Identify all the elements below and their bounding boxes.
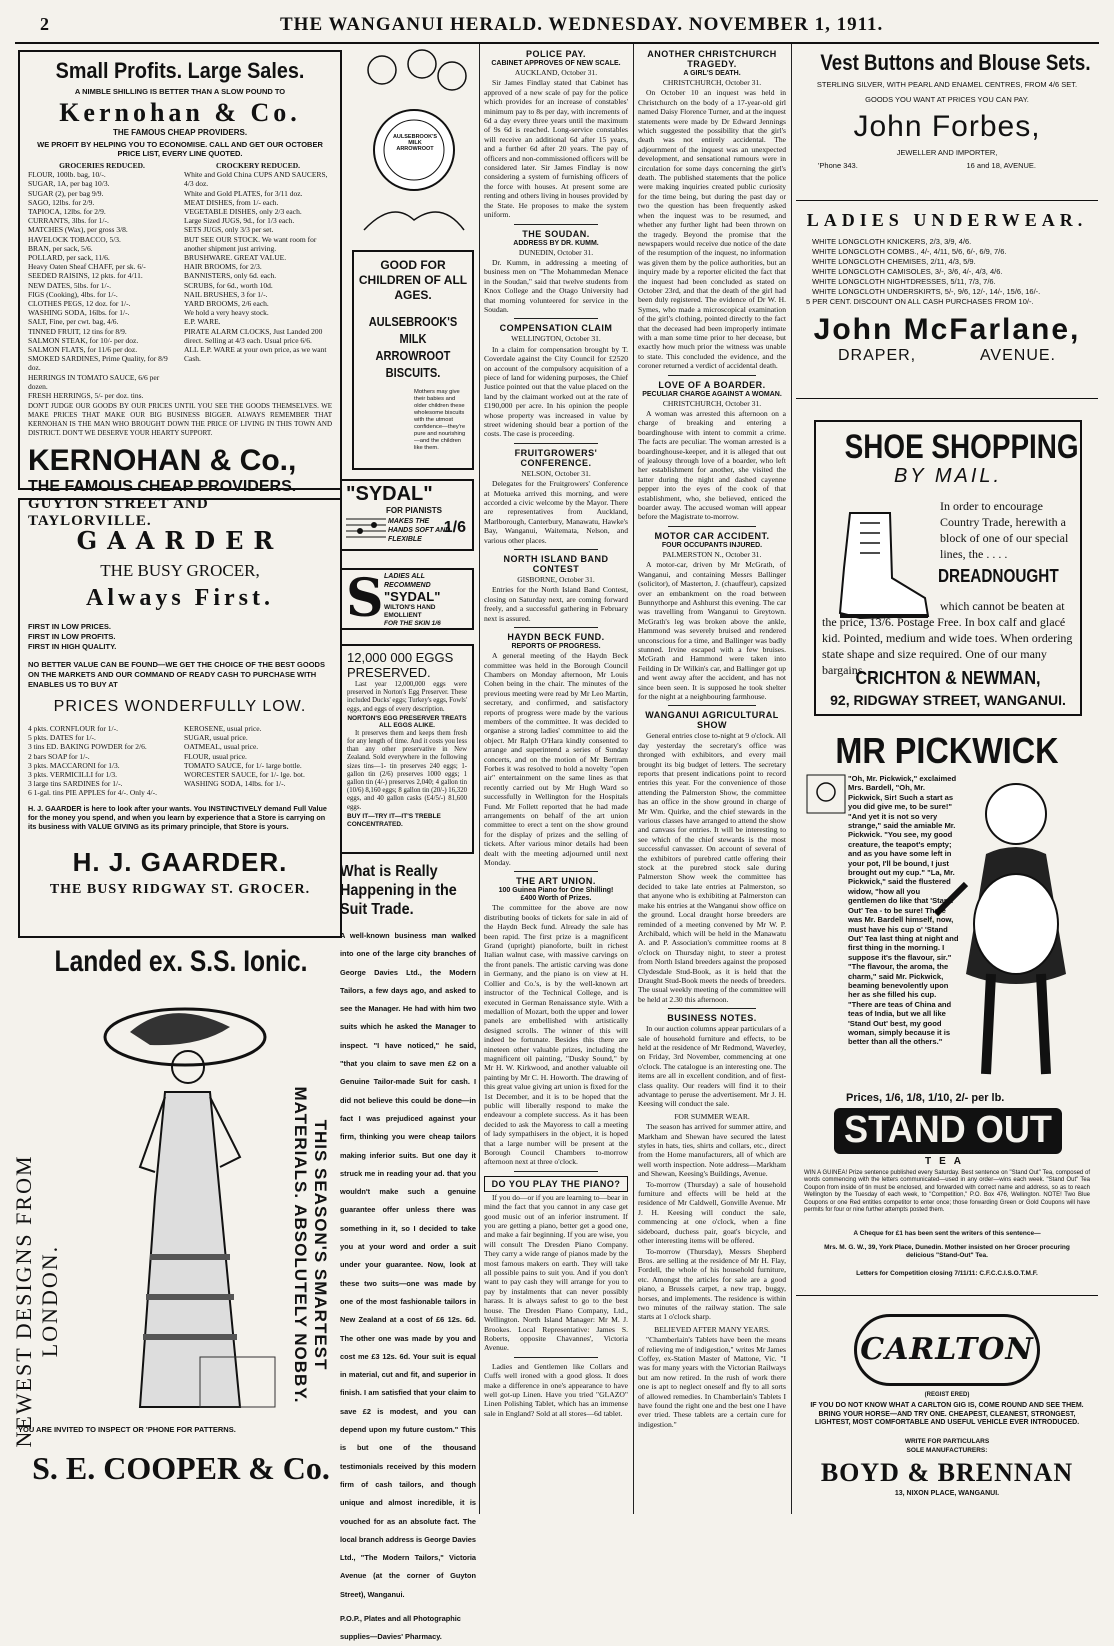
gaarder-price-item: FLOUR, usual price. <box>184 751 247 761</box>
grocery-price-item: CURRANTS, 3lbs. for 1/-. <box>28 216 109 226</box>
believed-body: "Chamberlain's Tablets have been the means of relieving me of indigestion," writes Mr James Coffey, ex-Station Master of Mattone, Vic. "I was for many years with the Victorian Railways but am now retired. In the rush of work there one is apt to neglect oneself and fly to all sorts of allowed remedies. In Chamberlain's Tablets I have found the right one and the best one I have ever tried. These tablets are a certain cure for indigestion." <box>638 1335 786 1429</box>
grocery-price-item: FIGS (Cooking), 4lbs. for 1/-. <box>28 289 118 299</box>
art-union-body: The committee for the above are now distributing books of tickets for sale in aid of the Haydn Beck fund. Already the sale has been rapid. The first prize is a magnificent Grand (upright) pianoforte, built in richest Italian walnut case, with massive carvings on the front panels. The artistic carving was done in Germany, and the piano is on view at H. Collier and Co.'s, is by the well-known art instructor of the Technical College, and is executed in German Renaissance style. With a medallion of Mozart, both the upper and lower panels are embellished with artistically designed scrolls. The winner of this will indeed be fortunate. Besides this there are nineteen other valuable prizes, including the magnificent oil painting, "Dusky Sound," by Mr H. W. Kirkwood, and another valuable oil painting by Mr C. H. Howorth. The drawing of this great value giving art union is fixed for the 1st December, and it is to be hoped that the public will liberally respond to make the endeavour a complete success. As it has been decided to ask the Mayoress to call a meeting of lady sympathisers in the object, it is hoped that a large number will be present at the Borough Council Chambers to-morrow afternoon next at three o'clock. <box>484 903 628 1167</box>
grocery-price-item: FLOUR, 100lb. bag, 10/-. <box>28 170 106 180</box>
babies-with-biscuit-jar <box>352 50 474 260</box>
business-notes-heading: BUSINESS NOTES. <box>667 1013 757 1024</box>
grocery-price-item: MATCHES (Wax), per gross 3/8. <box>28 225 128 235</box>
art-union-sub: 100 Guinea Piano for One Shilling! <box>498 887 614 895</box>
kernohan-footer-name: KERNOHAN & Co., <box>28 444 297 478</box>
mcfarlane-discount: 5 PER CENT. DISCOUNT ON ALL CASH PURCHASES FROM 10/-. <box>806 297 1034 306</box>
kernohan-name: Kernohan & Co. <box>59 98 301 127</box>
compensation-body: In a claim for compensation brought by T. Coverdale against the City Council for £2520 on account of the compulsory acquisition of a piece of land for widening purposes, the Chief Justice pointed out that the value placed on the land by the claimant worked out at the rate of £190,000 per acre. In his opinion the people whose property was increased in value by street widening should bear a portion of the costs. The case is proceeding. <box>484 344 628 439</box>
groceries-list <box>28 161 176 400</box>
gaarder-price-item: 6 1-gal. tins PIE APPLES for 4/-. Only 4/-. <box>28 788 157 798</box>
grocery-price-item: WASHING SODA, 16lbs. for 1/-. <box>28 308 130 318</box>
stand-out-winner: Mrs. M. G. W., 39, York Place, Dunedin. Mother insisted on her Grocer procuring delicious "Stand-Out" Tea. <box>824 1244 1070 1259</box>
police-pay-dateline: AUCKLAND, October 31. <box>514 68 598 77</box>
mcfarlane-address: AVENUE. <box>979 347 1056 364</box>
grocery-price-item: CLOTHES PEGS, 12 doz. for 1/-. <box>28 299 131 309</box>
eggs-headline: 12,000 000 EGGS PRESERVED. <box>347 650 454 680</box>
cooper-invite: YOU ARE INVITED TO INSPECT OR 'PHONE FOR PATTERNS. <box>18 1425 236 1434</box>
gaarder-price-item: 3 tins ED. BAKING POWDER for 2/6. <box>28 742 147 752</box>
soudan-sub: ADDRESS BY DR. KUMM. <box>513 239 599 247</box>
carlton-logo-oval <box>854 1314 1040 1386</box>
gaarder-sub: THE BUSY GROCER, <box>100 561 260 580</box>
haydn-beck-sub: REPORTS OF PROGRESS. <box>511 643 601 651</box>
band-contest-heading: NORTH ISLAND BAND CONTEST <box>503 554 609 575</box>
crockery-price-item: YARD BROOMS, 2/6 each. <box>184 299 269 309</box>
collar-body: Ladies and Gentlemen like Collars and Cuffs well ironed with a good gloss. It does make a difference in one's appearance to have well got-up Linen. Have you tried "GLAZO" Linen Polishing Tablet, which has an immense sale in England? Sold at all stores—6d tablet. <box>484 1361 628 1418</box>
motor-car-sub: FOUR OCCUPANTS INJURED. <box>661 541 763 549</box>
piano-body: If you do—or if you are learning to—bear in mind the fact that you cannot in any case get good music out of an inferior instrument. If you are getting a piano, better get a good one, and make a fair beginning. If you are wise, you will consult The Dresden Piano Company. They carry a wide range of pianos made by the most famous makers on earth. They will take all possible pains to suit you. And if you don't want to pay cash they will arrange for you to pay by instalments that can never possibly harass. It is always safest to go to the best house. The Dresden Piano Company, Ltd., Wellington. North Island Manager: Mr M. J. Brookes. Local Representative: James S. Roberts, opposite Chavannes', Victoria Avenue. <box>484 1192 628 1353</box>
sydal2-top: LADIES ALL RECOMMEND <box>384 573 431 589</box>
crockery-price-item: NAIL BRUSHES, 3 for 1/-. <box>184 289 268 299</box>
sydal-brand: "SYDAL" <box>346 483 433 505</box>
christchurch-tragedy-dateline: CHRISTCHURCH, October 31. <box>662 78 762 87</box>
gaarder-price-item: WASHING SODA, 14lbs. for 1/-. <box>184 779 286 789</box>
shoe-sub: BY MAIL. <box>893 465 1003 487</box>
grocery-price-item: SALT, Fine, per cwt. bag, 4/6. <box>28 317 119 327</box>
pickwick-quote: "Oh, Mr. Pickwick," exclaimed Mrs. Bardell, "Oh, Mr. Pickwick, Sir! Such a start as you did give me, to be sure!" "And yet it is not so very strange," said the amiable Mr. Pickwick. "You see, my good creature, the teapot's empty; and as you have some left in your pot, I'll be bound, I just brought out my cup." "La, Mr. Pickwick," said the flustered widow, "how all you gentlemen do like that 'Stand Out' Tea - to be sure! There was Mr. Bardell himself, now, must have his cup o' 'Stand Out' Tea last thing at night and first thing in the morning. I suppose it's the flavour, sir." "The flavour, the aroma, the charm," said Mr. Pickwick, beaming benevolently upon her as she filled his cup. "There are teas of China and teas of India, but we all like 'Stand Out' best, my good woman, simply because it is better than all the others." <box>848 774 959 1047</box>
column-rule <box>791 44 792 1514</box>
grocery-price-item: POLLARD, per sack, 11/6. <box>28 253 110 263</box>
cooper-right-vertical-wrap <box>280 1045 340 1445</box>
eggs-buy: BUY IT—TRY IT—IT'S TREBLE CONCENTRATED. <box>347 812 441 828</box>
haydn-beck-body: A general meeting of the Haydn Beck committee was held in the Borough Council Chambers on Monday afternoon, Mr Louis Cohen being in the chair. The minutes of the previous meeting were read by Mr Leo Martin, secretary, and confirmed, and satisfactory reports of progress were made by the various members of the committee. It was decided to organise a strong ladies' committee to aid the object. Mr Ralph O'Hara kindly consented to arrange and superintend a series of Sunday concerts, and on the motion of Mr Bertram Forbes it was resolved to hold a novelty "open air" entertainment on the same lines as that recently carried out by Mr Hugh Ward so successfully in Wellington for the Hospitals Fund. Mr Follett reported that he had made arrangements on behalf of the art union committee to erect a tent on the show ground for the display of prizes and the selling of tickets. After various minor details had been dealt with the meeting adjourned until next Monday. <box>484 651 628 868</box>
police-pay-body: Sir James Findlay stated that Cabinet has approved of a new scale of pay for the police which provides for an increase of constables' minimum pay to 8s per day, with increments of 6d a day every three years until the maximum of 9s 6d is reached. Long-service constables will receive an additional 6d after 15 years, and a further 6d after 20 years. The pay of officers and non-commissioned officers will be considered later. Sir James Findlay is now considering a system of furnishing officers of the force with houses. At present some are renting and others living in houses provided by the State. He proposes to make the system uniform. <box>484 78 628 220</box>
believed-heading: BELIEVED AFTER MANY YEARS. <box>654 1324 770 1334</box>
column-rule <box>633 44 634 1514</box>
christchurch-tragedy-sub: A GIRL'S DEATH. <box>683 70 741 77</box>
mrs-bardell-portrait <box>806 774 846 814</box>
shoe-intro: In order to encourage Country Trade, herewith a block of one of our special lines, the . . . . <box>940 499 1069 561</box>
underwear-price-item: WHITE LONGCLOTH CAMISOLES, 3/-, 3/6, 4/-, 4/3, 4/6. <box>812 267 1003 276</box>
carlton-address: 13, NIXON PLACE, WANGANUI. <box>894 1490 1000 1497</box>
crockery-price-item: SETS JUGS, only 3/3 per set. <box>184 225 274 235</box>
soudan-heading: THE SOUDAN. <box>522 228 590 239</box>
shoe-dreadnought: DREADNOUGHT <box>938 566 1059 586</box>
sydal-pianists-advert <box>340 479 474 551</box>
aulsebrook-good: GOOD FOR CHILDREN OF ALL AGES. <box>358 258 468 302</box>
forbes-address: 16 and 18, AVENUE. <box>966 161 1036 170</box>
grocery-price-item: BRAN, per sack, 5/6. <box>28 243 93 253</box>
shoe-description: which cannot be beaten at the price, 13/6. Postage Free. In box calf and glacé kid. Pointed, medium and wide toes. When ordering state shape and size required. One of our many bargains. <box>822 599 1073 677</box>
kernohan-closing: DON'T JUDGE OUR GOODS BY OUR PRICES UNTIL YOU SEE THE GOODS THEMSELVES. WE MAKE PRICES THAT MAKE OUR BIG BUSINESS BIGGER. ALWAYS REMEMBER THAT KERNOHAN IS THE MAN WHO BROUGHT DOWN THE PRICE OF LIVING IN THIS TOWN AND DISTRICT. DON'T WE DESERVE YOUR HEARTY SUPPORT. <box>28 402 332 438</box>
column-rule <box>479 44 480 1514</box>
christchurch-tragedy-heading: ANOTHER CHRISTCHURCH TRAGEDY. <box>647 49 777 69</box>
gaarder-footer-sub: THE BUSY RIDGWAY ST. GROCER. <box>49 881 311 897</box>
gaarder-paragraph: H. J. GAARDER is here to look after your wants. You INSTINCTIVELY demand Full Value for the money you spend, and when you learn by experience that a Store is carrying on its business with VALUE GIVING as its primary principle, that Store is yours. <box>28 803 327 831</box>
gaarder-intro: NO BETTER VALUE CAN BE FOUND—WE GET THE CHOICE OF THE BEST GOODS ON THE MARKETS AND OUR COMMAND OF READY CASH TO PURCHASE WITH ENABLES US TO BUY AT <box>28 660 325 689</box>
page-number: 2 <box>40 14 49 34</box>
mcfarlane-advert <box>798 204 1096 394</box>
boarder-body: A woman was arrested this afternoon on a charge of breaking and entering a boardinghouse with intent to commit a crime. The facts are peculiar. The woman arrested is a boardinghouse-keeper, and it is alleged that out of jealousy through love of a boarder, who left her establishment for another, she visited the latter during the night and dashed cayenne pepper into the eyes of the cook of that establishment, who, she believed, enticed the boarder away. The accused woman will appear before the Magistrate to-morrow. <box>638 409 786 522</box>
music-staff-icon <box>346 515 386 543</box>
boarder-heading: LOVE OF A BOARDER. <box>658 379 766 390</box>
gaarder-first-item: FIRST IN HIGH QUALITY. <box>28 642 117 651</box>
underwear-price-item: WHITE LONGCLOTH UNDERSKIRTS, 5/-, 9/6, 12/-, 14/-, 15/6, 16/-. <box>812 287 1041 296</box>
aulsebrook-brand: AULSEBROOK'S MILK ARROWROOT BISCUITS. <box>368 314 458 380</box>
grocery-price-item: NEW DATES, 5lbs. for 1/-. <box>28 280 111 290</box>
gaarder-firsts <box>28 622 332 652</box>
gaarder-price-item: 5 pkts. DATES for 1/-. <box>28 733 96 743</box>
crockery-price-item: VEGETABLE DISHES, only 2/3 each. <box>184 207 302 217</box>
gaarder-low-prices: PRICES WONDERFULLY LOW. <box>53 698 307 715</box>
sydal2-for: FOR THE SKIN 1/6 <box>384 620 441 627</box>
stand-out-brand: STAND OUT <box>844 1109 1052 1151</box>
grocery-price-item: SAGO, 12lbs. for 2/9. <box>28 197 95 207</box>
motor-car-dateline: PALMERSTON N., October 31. <box>662 549 762 559</box>
mcfarlane-trade: DRAPER, <box>838 347 917 364</box>
grocery-price-item: HAVELOCK TOBACCO, 5/3. <box>28 234 121 244</box>
cooper-left-vertical-wrap <box>11 1154 62 1448</box>
crockery-price-item: HAIR BROOMS, for 2/3. <box>184 262 262 272</box>
forbes-name: John Forbes, <box>853 110 1041 143</box>
aulsebrook-jar-label: AULSEBROOK'S MILK ARROWROOT <box>392 134 438 152</box>
kernohan-slogan: A NIMBLE SHILLING IS BETTER THAN A SLOW POUND TO <box>74 87 286 96</box>
masthead-bar <box>0 0 1114 44</box>
underwear-price-item: WHITE LONGCLOTH KNICKERS, 2/3, 3/9, 4/6. <box>812 237 972 246</box>
shoe-shopping-advert <box>814 420 1082 716</box>
crockery-price-item: BRUSHWARE. GREAT VALUE. <box>184 253 287 263</box>
gaarder-price-item: KEROSENE, usual price. <box>184 724 262 733</box>
kernohan-headline: Small Profits. Large Sales. <box>55 58 305 83</box>
crockery-price-item: E.P. WARE. <box>184 317 221 327</box>
suit-trade-advert <box>340 862 476 1641</box>
forbes-advert <box>798 50 1096 200</box>
aulsebrook-text-panel <box>352 250 474 470</box>
grocery-price-item: Heavy Oaten Sheaf CHAFF, per sk. 6/- <box>28 262 146 272</box>
gaarder-price-item: TOMATO SAUCE, for 1/- large bottle. <box>184 760 302 770</box>
business-notes-body: In our auction columns appear particulars of a sale of household furniture and effects, to be held at the residence of Mr Redmond, Waverley, on Friday, 3rd November, commencing at one o'clock. The catalogue is an interesting one. The items are all in excellent condition, and of first-class quality. Our readers will find it to their advantage to peruse the advertisement. Mr J. H. Keesing will conduct the sale. <box>638 1024 786 1109</box>
crockery-price-item: MEAT DISHES, from 1/- each. <box>184 197 279 207</box>
eggs-advert <box>340 644 474 854</box>
sydal-for-pianists: FOR PIANISTS <box>386 506 443 515</box>
forbes-trade: JEWELLER AND IMPORTER, <box>896 148 998 157</box>
stand-out-tea: TEA <box>925 1156 969 1167</box>
crockery-price-item: We hold a very heavy stock. <box>184 308 269 318</box>
underwear-price-item: WHITE LONGCLOTH CHEMISES, 2/11, 4/3, 5/9. <box>812 257 976 266</box>
forbes-line1: STERLING SILVER, WITH PEARL AND ENAMEL CENTRES, FROM 4/6 SET. <box>816 80 1078 89</box>
summer-wear-body: The season has arrived for summer attire, and Markham and Shewan have secured the latest styles in hats, ties, shirts and collars, etc., direct from the Home manufacturers, all of which are well worth inspection. Note address—Markham and Shewan, Keesing's Buildings, Avenue. <box>638 1122 786 1179</box>
art-union-heading: THE ART UNION. <box>516 876 596 887</box>
news-column-3 <box>484 46 628 1510</box>
gaarder-price-item: 3 pkts. VERMICILLI for 1/3. <box>28 770 118 780</box>
mcfarlane-name: John McFarlane, <box>813 313 1081 346</box>
grocery-price-item: SALMON FLATS, for 11/6 per doz. <box>28 345 138 355</box>
crockery-price-item: ALL E.P. WARE at your own price, as we want Cash. <box>184 345 327 364</box>
pickwick-prices: Prices, 1/6, 1/8, 1/10, 2/- per lb. <box>846 1092 1005 1104</box>
kernohan-footer-address: GUYTON STREET AND TAYLORVILLE. <box>28 496 209 530</box>
crockery-price-item: BUT SEE OUR STOCK. We want room for another shipment just arriving. <box>184 234 317 253</box>
gaarder-first-item: FIRST IN LOW PRICES. <box>28 622 111 631</box>
aulsebrook-note: Mothers may give their babies and older children these wholesome biscuits with the utmost confidence—they're pure and nourishing —and the children like them. <box>414 389 466 451</box>
cooper-left-vertical: NEWEST DESIGNS FROM LONDON. <box>11 1154 62 1448</box>
grocery-price-item: SALMON STEAK, for 10/- per doz. <box>28 335 139 345</box>
crockery-price-item: PIRATE ALARM CLOCKS, Just Landed 200 direct. Selling at 4/3 each. Usual price 6/6. <box>184 326 323 345</box>
gaarder-price-columns <box>28 724 332 798</box>
underwear-price-item: WHITE LONGCLOTH COMBS., 4/-, 4/11, 5/6, 6/-, 6/9, 7/6. <box>812 247 1007 256</box>
crockery-price-item: BANNISTERS, only 6d. each. <box>184 271 277 281</box>
grocery-price-item: SUGAR (2), per bag 9/9. <box>28 188 104 198</box>
fruitgrowers-dateline: NELSON, October 31. <box>521 468 591 478</box>
crockery-heading: CROCKERY REDUCED. <box>215 161 301 170</box>
shoe-address: 92, RIDGWAY STREET, WANGANUI. <box>830 692 1066 708</box>
shoe-headline: SHOE SHOPPING <box>844 428 1079 466</box>
groceries-heading: GROCERIES REDUCED. <box>59 161 145 170</box>
kernohan-price-columns <box>28 161 332 400</box>
sydal-tagline: MAKES THE HANDS SOFT AND FLEXIBLE <box>388 518 451 543</box>
grocery-price-item: HERRINGS IN TOMATO SAUCE, 6/6 per dozen. <box>28 372 160 391</box>
grocery-price-item: SUGAR, 1A, per bag 10/3. <box>28 179 110 189</box>
gaarder-footer: H. J. GAARDER. <box>72 846 288 877</box>
stand-out-cheque: A Cheque for £1 has been sent the writers of this sentence— <box>853 1230 1041 1237</box>
carlton-advert <box>798 1310 1096 1510</box>
forbes-line2: GOODS YOU WANT AT PRICES YOU CAN PAY. <box>865 95 1029 104</box>
police-pay-heading: POLICE PAY. <box>525 49 587 59</box>
sydal-big-s-icon: S <box>346 568 384 629</box>
kernohan-policy: WE PROFIT BY HELPING YOU TO ECONOMISE. CALL AND GET OUR OCTOBER PRICE LIST, EVERY LINE QUOTED. <box>37 140 323 158</box>
carlton-registered: (REGIST ERED) <box>924 1392 970 1398</box>
piano-heading: DO YOU PLAY THE PIANO? <box>484 1176 628 1192</box>
sydal-ladies-advert <box>340 568 474 630</box>
eggs-para-1: Last year 12,000,000 eggs were preserved in Norton's Egg Preserver. These included Ducks' eggs; Turkey's eggs, Fowls' eggs, and eggs of every description. <box>347 681 467 713</box>
tomorrow-sale-body: To-morrow (Thursday) a sale of household furniture and effects will be held at the residence of Mr Caldwell, Gonville Avenue. Mr J. H. Keesing will conduct the sale, commencing at one o'clock, when a fine sideboard, duchess pair, goat's bicycle, and other interesting items will be offered. <box>638 1179 786 1246</box>
summer-wear-heading: FOR SUMMER WEAR. <box>674 1111 750 1121</box>
cooper-right-vertical: THIS SEASON'S SMARTEST MATERIALS. ABSOLUTELY NOBBY. <box>291 1086 330 1404</box>
gaarder-advert <box>18 498 342 938</box>
grocery-price-item: TINNED FRUIT, 12 tins for 8/9. <box>28 326 127 336</box>
compensation-heading: COMPENSATION CLAIM <box>499 323 613 334</box>
stand-out-letters: Letters for Competition closing 7/11/11: C.F.C.C.I.S.O.T.M.F. <box>856 1270 1038 1277</box>
eggs-para-2: It preserves them and keeps them fresh for any length of time. And it costs you less than any other preservative in New Zealand. Sold everywhere in the following sizes tins—1- tin preserves 240 eggs; 1-gallon tin (2/6) preserves 1000 eggs; 1 gallon tin (4/-) preserves 2,040; 4 gallon tin (10/6) 8,160 eggs; 8 gallon tin (20/-) 16,320 eggs, and 40 gallon casks (£4/5/-) 81,600 eggs. <box>347 729 467 811</box>
stand-out-competition: WIN A GUINEA! Prize sentence published every Saturday. Best sentence on "Stand Out" Tea, composed of words commencing with the letters communicated—used in any order—wins each week. "Stand Out" Tea Coupon from inside of tin must be enclosed, and forwarded with correct name and address, so as to reach Wellington by the Tuesday of each week, to "Competition," P.O. Box 476, Wellington. NOTE! Two Blue Coupons or one Red entitles competitor to enter once; those forwarding Green or Gold Coupons will have permits for four or nine further attempts posted them. <box>804 1170 1090 1214</box>
tomorrow-sale-2-body: To-morrow (Thursday), Messrs Shepherd Bros. are selling at the residence of Mr H. Flay, Fordell, the whole of his household furniture, etc. Amongst the articles for sale are a good piano, a Brussels carpet, a new trap, buggy, horses, and implements. The residence is within two minutes of the railway station. The sale starts at 1 o'clock sharp. <box>638 1246 786 1322</box>
motor-car-heading: MOTOR CAR ACCIDENT. <box>654 530 770 541</box>
haydn-beck-heading: HAYDN BECK FUND. <box>507 632 605 643</box>
mr-pickwick-illustration <box>936 774 1096 1084</box>
agricultural-show-heading: WANGANUI AGRICULTURAL SHOW <box>645 710 779 731</box>
compensation-dateline: WELLINGTON, October 31. <box>511 334 601 344</box>
sydal2-brand: "SYDAL" <box>384 589 441 604</box>
sydal2-sub: WILTON'S HAND EMOLLIENT <box>384 604 436 619</box>
suit-body: A well-known business man walked into one of the large city branches of George Davies Ltd., the Modern Tailors, a few days ago, and asked to see the Manager. He had with him two suits which he asked the Manager to inspect. "I have noticed," he said, "that you claim to save men £2 on a Genuine Tailor-made Suit for cash. I did not believe this could be done—in fact I was prejudiced against your firm, thinking you were cheap tailors making inferior suits. But one day it struck me in reading your ad. that you wouldn't make such a genuine guarantee offer unless there was something in it, so I decided to take you at your word and order a suit under your guarantee. Now, look at these two suits—one was made by one of the most fashionable tailors in New Zealand at a cost of £6 12s. 6d. The other one was made by you and cost me £3 12s. 6d. Your suit is equal in material, cut and fit, and superior in finish. I am satisfied that your claim to save £2 is modest, and you can depend upon my future custom." This is but one of the thousand testimonials received by this modern firm of cash tailors, and though unique and almost incredible, it is vouched for as an absolute fact. The local branch address is George Davies Ltd., "The Modern Tailors," Victoria Avenue (at the corner of Guyton Street), Wanganui. <box>340 931 476 1599</box>
sydal-price: 1/6 <box>443 519 466 536</box>
mcfarlane-items <box>812 237 1096 297</box>
pickwick-headline: MR PICKWICK <box>835 730 1059 771</box>
suit-headline: What is Really Happening in the Suit Trade. <box>340 863 457 918</box>
gaarder-price-item: WORCESTER SAUCE, for 1/- lge. bot. <box>184 770 305 780</box>
carlton-sole: SOLE MANUFACTURERS: <box>906 1447 988 1454</box>
newspaper-masthead: THE WANGANUI HERALD. WEDNESDAY. NOVEMBER 1, 1911. <box>280 14 884 35</box>
gaarder-price-item: 3 large tins SARDINES for 1/-. <box>28 779 123 789</box>
carlton-brand: CARLTON <box>860 1332 1034 1367</box>
forbes-headline: Vest Buttons and Blouse Sets. <box>820 50 1091 75</box>
pickwick-advert <box>798 730 1096 1290</box>
crockery-price-item: White and Gold China CUPS AND SAUCERS, 4/3 doz. <box>184 170 328 189</box>
grocery-price-item: FRESH HERRINGS, 5/- per doz. tins. <box>28 391 144 401</box>
masthead-rule <box>15 42 1099 44</box>
gaarder-motto: Always First. <box>86 585 274 611</box>
kernohan-sub: THE FAMOUS CHEAP PROVIDERS. <box>112 128 248 137</box>
crockery-price-item: SCRUBS, for 6d., worth 10d. <box>184 280 273 290</box>
gaarder-name: GAARDER <box>76 526 284 555</box>
forbes-phone: 'Phone 343. <box>818 161 858 170</box>
christchurch-tragedy-body: On October 10 an inquest was held in Christchurch on the body of a 17-year-old girl named Daisy Florence Turner, and at the inquest statements were made by Dr Edward Jennings which suggested the possibility that the girl's death was not entirely accidental. The adjournment of the inquest was an unexpected development, and sensational rumours were in circulation for some days concerning the girl's death. The published statements that the police were making inquiries created public curiosity for the time being, but during the past day or two the question has been frequently asked when the inquest was to be resumed, and whether any further light had been thrown on the tragedy. Beyond the promise that the newspapers would receive due notice of the date of the resumption of the inquest, no information was given them by the police authorities, but an inquiry made by a reporter elicited the fact that the inquest had been concluded as stated on October 23rd, and that the death of the girl had been duly registered. The evidence of Dr W. H. Symes, who made a microscopical examination of the girl's clothing, pointed directly to the fact that the deceased had been improperly intimate with a man some time prior to her decease, but exactly how much prior the witness was unable to state. This concluded the evidence, and the coroner returned a verdict of accidental death. <box>638 88 786 371</box>
gaarder-price-item: 4 pkts. CORNFLOUR for 1/-. <box>28 724 119 733</box>
stand-out-banner <box>834 1108 1062 1154</box>
shoe-company: CRICHTON & NEWMAN, <box>855 668 1041 688</box>
motor-car-body: A motor-car, driven by Mr McGrath, of Wanganui, and containing Messrs Ballinger (solicitor), of Masterton, J. (chauffeur), capsized over an embankment on the road between Bunnythorpe and Ashhurst this evening. The car was travelling from Wanganui to Greytown. McGrath's leg was broken above the ankle, Hammond was severely bruised and rendered unconscious for a time, and Ballinger was badly stunned. Irvine escaped with a few bruises. McGrath and Hammond were taken into Feilding in Dr Wilkin's car, and Ballinger got up and went away after the accident, and has not since been seen. It is supposed he took shelter for the night at a neighbouring farmhouse. <box>638 560 786 701</box>
band-contest-dateline: GISBORNE, October 31. <box>517 575 595 585</box>
underwear-price-item: WHITE LONGCLOTH NIGHTDRESSES, 5/11, 7/3, 7/6. <box>812 277 996 286</box>
carlton-maker: BOYD & BRENNAN <box>820 1458 1074 1487</box>
art-union-sub2: £400 Worth of Prizes. <box>520 895 592 903</box>
news-column-4 <box>638 46 786 1510</box>
fruitgrowers-heading: FRUITGROWERS' CONFERENCE. <box>514 447 598 468</box>
crockery-list <box>184 161 332 400</box>
band-contest-body: Entries for the North Island Band Contest, closing on Saturday next, are coming forward freely, and a successful gathering in February next is assured. <box>484 585 628 623</box>
cooper-advert <box>11 945 344 1510</box>
gaarder-first-item: FIRST IN LOW PROFITS. <box>28 632 116 641</box>
aulsebrook-advert <box>352 50 474 470</box>
suit-footer: P.O.P., Plates and all Photographic supplies—Davies' Pharmacy. <box>340 1613 461 1641</box>
gaarder-price-item: 2 bars SOAP for 1/-. <box>28 751 90 761</box>
kernohan-advert <box>18 50 342 530</box>
grocery-price-item: SEEDED RAISINS, 12 pkts. for 4/11. <box>28 271 143 281</box>
gaarder-price-item: OATMEAL, usual price. <box>184 742 259 752</box>
boarder-sub: PECULIAR CHARGE AGAINST A WOMAN. <box>642 390 782 398</box>
gaarder-price-item: 3 pkts. MACCARONI for 1/3. <box>28 760 120 770</box>
soudan-body: Dr. Kumm, in addressing a meeting of business men on "The Mohammedan Menace in the Soudan," said that twelve students from Knox College and the Otago University had that morning volunteered for service in the Soudan. <box>484 257 628 314</box>
grocery-price-item: SMOKED SARDINES, Prime Quality, for 8/9 doz. <box>28 354 168 373</box>
crockery-price-item: Large Sized JUGS, 9d., for 1/3 each. <box>184 216 295 226</box>
soudan-dateline: DUNEDIN, October 31. <box>518 247 594 257</box>
cooper-headline: Landed ex. S.S. Ionic. <box>54 945 308 978</box>
carlton-text: IF YOU DO NOT KNOW WHAT A CARLTON GIG IS, COME ROUND AND SEE THEM. BRING YOUR HORSE—AND TRY ONE. CHEAPEST, CLEANEST, STRONGEST, LIGHTEST, MOST COMFORTABLE AND USEFUL VEHICLE EVER INTRODUCED. <box>810 1402 1084 1427</box>
carlton-write: WRITE FOR PARTICULARS <box>904 1438 990 1445</box>
mcfarlane-headline: LADIES UNDERWEAR. <box>806 210 1088 230</box>
eggs-subhead: NORTON'S EGG PRESERVER TREATS ALL EGGS ALIKE. <box>347 714 467 729</box>
kernohan-footer-sub: THE FAMOUS CHEAP PROVIDERS. <box>28 478 297 496</box>
grocery-price-item: TAPIOCA, 12lbs. for 2/9. <box>28 207 106 217</box>
boarder-dateline: CHRISTCHURCH, October 31. <box>662 398 762 408</box>
police-pay-sub: CABINET APPROVES OF NEW SCALE. <box>491 60 621 67</box>
gaarder-price-item: SUGAR, usual price. <box>184 733 248 743</box>
agricultural-show-body: General entries close to-night at 9 o'clock. All day yesterday the secretary's office was thronged with exhibitors, and every mail brought its big budget of letters. The secretary reports that present indications point to record entries this year. For the convenience of those attending the Palmerston Show, the committee has an office in the show ground in charge of Mr Wm. Quirke, and the chief stewards in the various classes have arranged to attend the show and canvass for entries. It will be interesting to see which of the chief stewards is the most successful canvasser. On account of several of the exhibitors of purebred cattle offering their stock at the purebred stock sale during Palmerston Show week the committee has decided to take late entries at Palmerston, so that anyone who is exhibiting at Palmerston can make his entries at the Wanganui show office on the ground. Local draught horse breeders are reminded of a meeting convened by Mr W. P. Archibald, which will be held in the Manawatu A. and P. Association's committee rooms at 8 o'clock on Thursday night, to steer a protest from North Island breeders against the proposed Clydesdale Stud-Book, as it is held that the Draught Stud-Book meets the needs of breeders. The usual weekly meeting of the committee will be held at 2.30 this afternoon. <box>638 731 786 1004</box>
fruitgrowers-body: Delegates for the Fruitgrowers' Conference at Motueka arrived this morning, and were accorded a civic welcome by the Mayor. There are representatives from Auckland, Marlborough, Canterbury, Manawatu, Hawke's Bay, Wanganui, Waitemata, Nelson, and various other places. <box>484 479 628 545</box>
crockery-price-item: White and Gold PLATES, for 3/11 doz. <box>184 188 303 198</box>
cooper-footer: S. E. COOPER & Co. <box>32 1450 330 1486</box>
fashion-lady-illustration <box>80 997 290 1417</box>
